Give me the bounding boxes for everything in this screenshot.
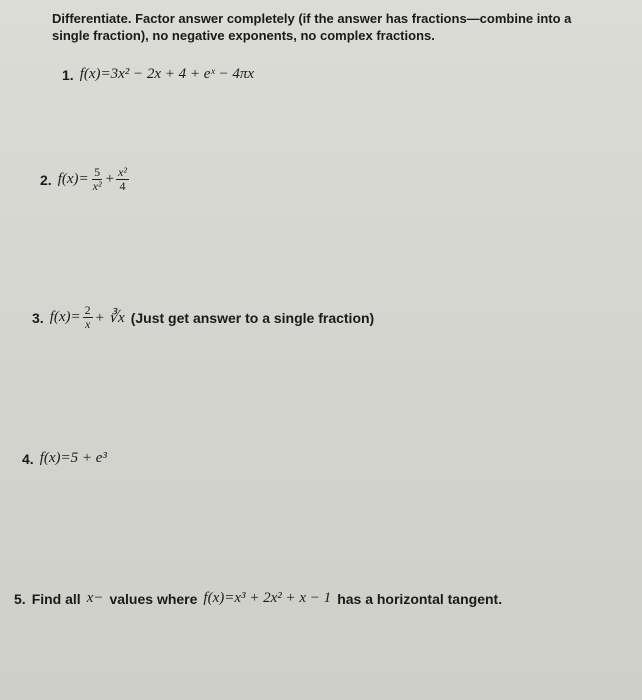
fraction-1 bbox=[91, 166, 104, 193]
plus-sign: + bbox=[105, 171, 115, 187]
cube-root-term: + ∛x bbox=[94, 310, 125, 326]
fraction-numerator: x² bbox=[118, 165, 127, 179]
function-expression: 3x² − 2x + 4 + eˣ − 4πx bbox=[110, 66, 254, 82]
fraction-denominator: x² bbox=[92, 179, 102, 193]
fraction-denominator: 4 bbox=[119, 179, 126, 193]
problem-number: 2. bbox=[40, 171, 52, 188]
problem-5 bbox=[14, 590, 502, 607]
problem-number: 3. bbox=[32, 309, 44, 326]
problem-2 bbox=[40, 166, 131, 193]
problem-middle: values where bbox=[109, 590, 198, 607]
problem-note: (Just get answer to a single fraction) bbox=[130, 309, 375, 326]
instructions-text: Differentiate. Factor answer completely (if the answer has fractions—combine into a single fraction), no negative exponents, no complex fractions. bbox=[52, 11, 572, 43]
function-expression: 5 + e³ bbox=[70, 450, 107, 466]
problem-4 bbox=[22, 450, 107, 467]
function-lhs: f(x)= bbox=[57, 171, 89, 187]
fraction-denominator: x bbox=[84, 317, 91, 331]
fraction-2 bbox=[116, 166, 129, 193]
problem-prefix: Find all bbox=[31, 590, 81, 607]
variable-x: x− bbox=[86, 590, 104, 606]
function-lhs: f(x)= bbox=[39, 450, 71, 466]
problem-number: 1. bbox=[62, 66, 74, 83]
function-lhs: f(x)= bbox=[79, 66, 111, 82]
problem-3 bbox=[32, 304, 374, 331]
function-lhs: f(x)= bbox=[49, 309, 81, 325]
fraction-numerator: 5 bbox=[94, 165, 101, 179]
problem-suffix: has a horizontal tangent. bbox=[337, 590, 503, 607]
problem-number: 5. bbox=[14, 590, 26, 607]
problem-number: 4. bbox=[22, 450, 34, 467]
function-expression: f(x)=x³ + 2x² + x − 1 bbox=[203, 590, 332, 606]
problem-1 bbox=[62, 66, 254, 83]
fraction bbox=[83, 304, 93, 331]
fraction-numerator: 2 bbox=[84, 303, 91, 317]
